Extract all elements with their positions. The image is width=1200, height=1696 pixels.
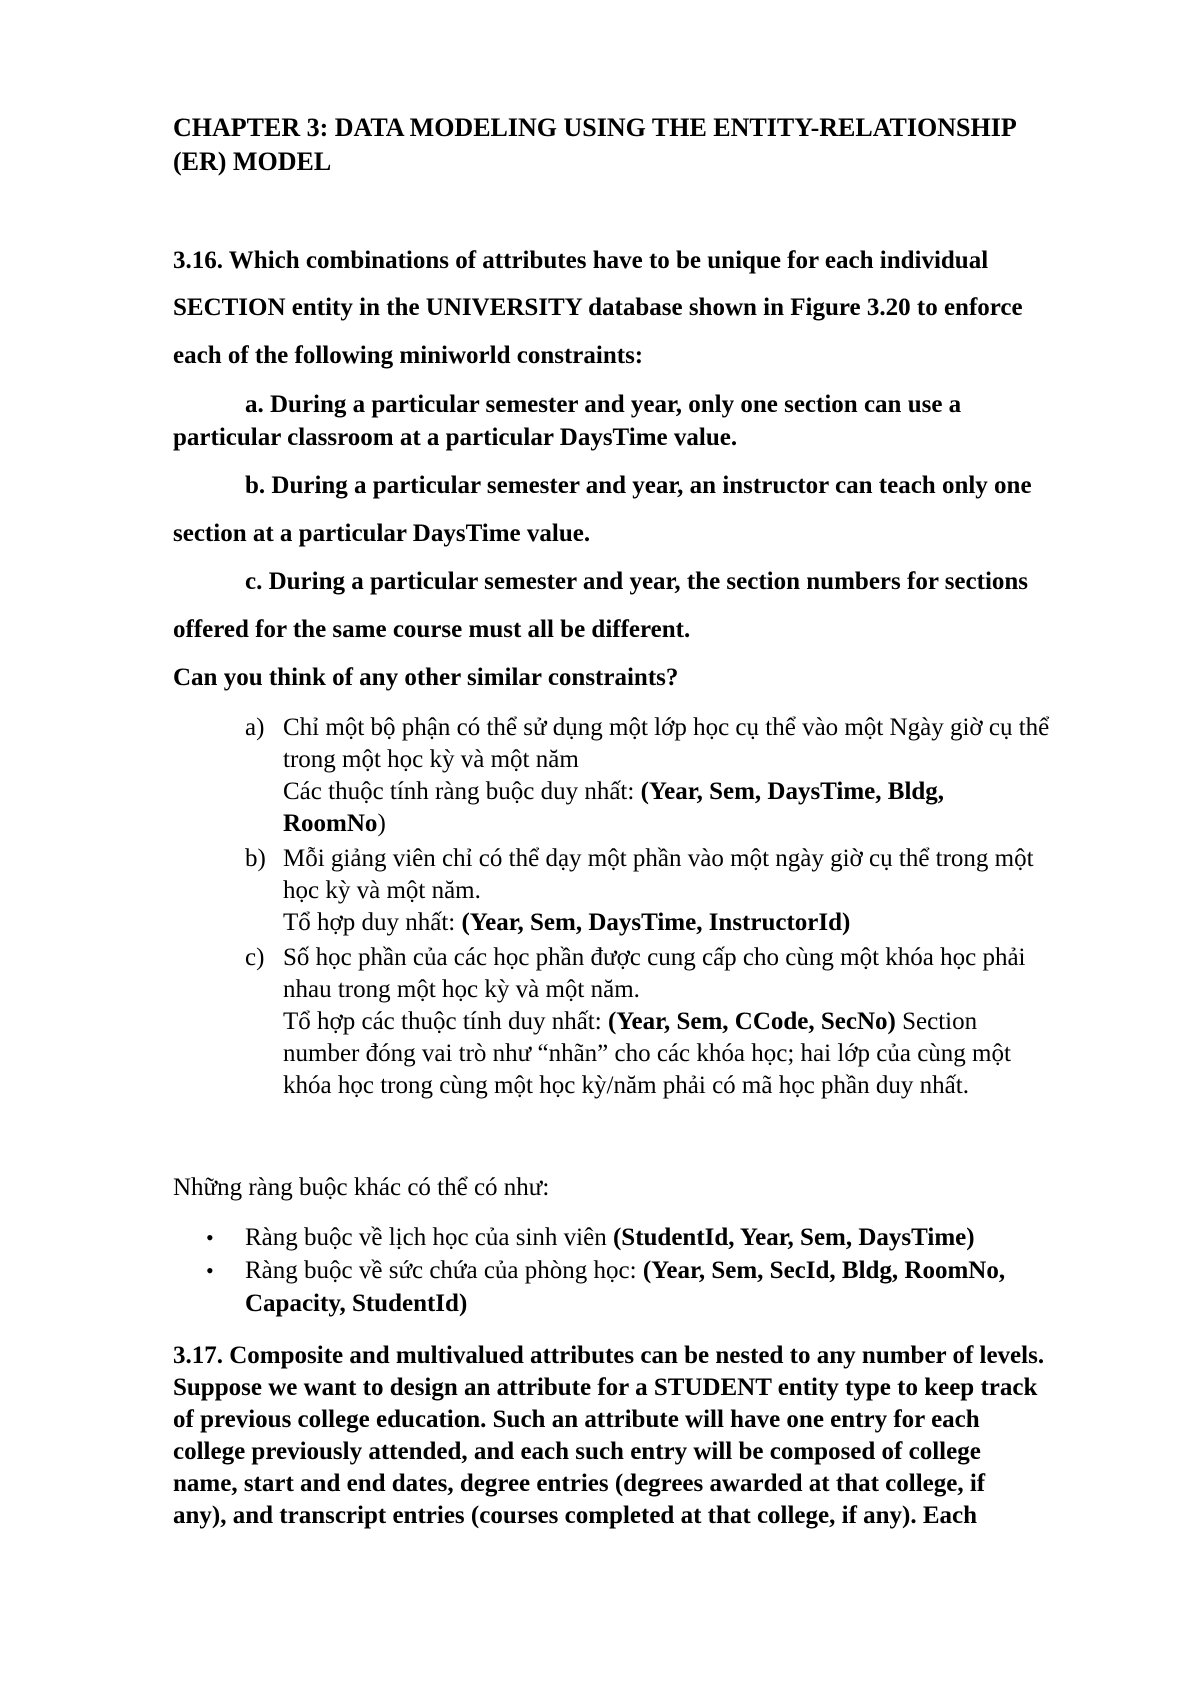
answer-c-tail: Section bbox=[895, 1008, 978, 1035]
answer-b-line-3 bbox=[283, 907, 850, 939]
bullet-item-1-attributes: (StudentId, Year, Sem, DaysTime) bbox=[612, 1224, 975, 1251]
question-3-17-line-4: college previously attended, and each such entry will be composed of college bbox=[173, 1438, 981, 1465]
constraint-b-line-2: section at a particular DaysTime value. bbox=[173, 520, 591, 547]
answer-a-attributes: (Year, Sem, DaysTime, Bldg, bbox=[640, 778, 945, 805]
answer-b-attributes: (Year, Sem, DaysTime, InstructorId) bbox=[461, 909, 851, 936]
chapter-title-line-1: CHAPTER 3: DATA MODELING USING THE ENTITY-RELATIONSHIP bbox=[173, 113, 1017, 142]
bullet-2-glyph: • bbox=[206, 1258, 214, 1283]
constraint-a-line-1: a. During a particular semester and year, only one section can use a bbox=[245, 391, 962, 418]
answer-a-line-3 bbox=[283, 776, 944, 808]
other-constraints-intro: Những ràng buộc khác có thể có như: bbox=[173, 1174, 550, 1201]
answer-a-attributes-cont: RoomNo bbox=[283, 810, 378, 837]
answer-c-attributes: (Year, Sem, CCode, SecNo) bbox=[607, 1008, 896, 1035]
answer-a-paren: ) bbox=[377, 810, 386, 837]
bullet-item-1-text: Ràng buộc về lịch học của sinh viên bbox=[245, 1224, 613, 1251]
answer-c-line-2: nhau trong một học kỳ và một năm. bbox=[283, 976, 640, 1003]
answer-c-line-4: number đóng vai trò như “nhãn” cho các khóa học; hai lớp của cùng một bbox=[283, 1040, 1011, 1067]
question-3-17-line-5: name, start and end dates, degree entries (degrees awarded at that college, if bbox=[173, 1470, 986, 1497]
question-3-17-line-1: 3.17. Composite and multivalued attributes can be nested to any number of levels. bbox=[173, 1342, 1045, 1369]
bullet-1-glyph: • bbox=[206, 1225, 214, 1250]
question-3-16-line-1: 3.16. Which combinations of attributes have to be unique for each individual bbox=[173, 247, 989, 274]
constraint-c-line-2: offered for the same course must all be different. bbox=[173, 616, 691, 643]
answer-c-line-5: khóa học trong cùng một học kỳ/năm phải có mã học phần duy nhất. bbox=[283, 1072, 969, 1099]
bullet-item-2 bbox=[245, 1255, 1005, 1287]
answer-c-label: Tổ hợp các thuộc tính duy nhất: bbox=[283, 1008, 608, 1035]
answer-c-line-1: Số học phần của các học phần được cung cấp cho cùng một khóa học phải bbox=[283, 944, 1026, 971]
answer-b-line-1: Mỗi giảng viên chỉ có thể dạy một phần vào một ngày giờ cụ thể trong một bbox=[283, 845, 1034, 872]
question-3-16-line-3: each of the following miniworld constraints: bbox=[173, 342, 644, 369]
question-3-17-line-3: of previous college education. Such an attribute will have one entry for each bbox=[173, 1406, 980, 1433]
constraint-b-line-1: b. During a particular semester and year, an instructor can teach only one bbox=[245, 472, 1032, 499]
chapter-title-line-2: (ER) MODEL bbox=[173, 147, 332, 176]
answer-c-marker: c) bbox=[245, 944, 265, 971]
answer-c-line-3 bbox=[283, 1006, 977, 1038]
bullet-item-1 bbox=[245, 1222, 975, 1254]
constraint-c-line-1: c. During a particular semester and year, the section numbers for sections bbox=[245, 568, 1029, 595]
answer-a-label: Các thuộc tính ràng buộc duy nhất: bbox=[283, 778, 641, 805]
answer-a-marker: a) bbox=[245, 714, 265, 741]
question-3-17-line-6: any), and transcript entries (courses completed at that college, if any). Each bbox=[173, 1502, 978, 1529]
answer-a-line-1: Chỉ một bộ phận có thể sử dụng một lớp học cụ thể vào một Ngày giờ cụ thể bbox=[283, 714, 1050, 741]
answer-a-line-2: trong một học kỳ và một năm bbox=[283, 746, 579, 773]
answer-b-marker: b) bbox=[245, 845, 266, 872]
constraint-a-line-2: particular classroom at a particular DaysTime value. bbox=[173, 424, 738, 451]
answer-b-line-2: học kỳ và một năm. bbox=[283, 877, 481, 904]
bullet-item-2-line-2: Capacity, StudentId) bbox=[245, 1290, 468, 1317]
question-3-16-line-2: SECTION entity in the UNIVERSITY database shown in Figure 3.20 to enforce bbox=[173, 294, 1023, 321]
answer-a-line-4 bbox=[283, 808, 386, 840]
bullet-item-2-attributes: (Year, Sem, SecId, Bldg, RoomNo, bbox=[642, 1257, 1006, 1284]
answer-b-label: Tổ hợp duy nhất: bbox=[283, 909, 462, 936]
bullet-item-2-text: Ràng buộc về sức chứa của phòng học: bbox=[245, 1257, 643, 1284]
question-3-17-line-2: Suppose we want to design an attribute for a STUDENT entity type to keep track bbox=[173, 1374, 1038, 1401]
question-closing: Can you think of any other similar constraints? bbox=[173, 664, 679, 691]
